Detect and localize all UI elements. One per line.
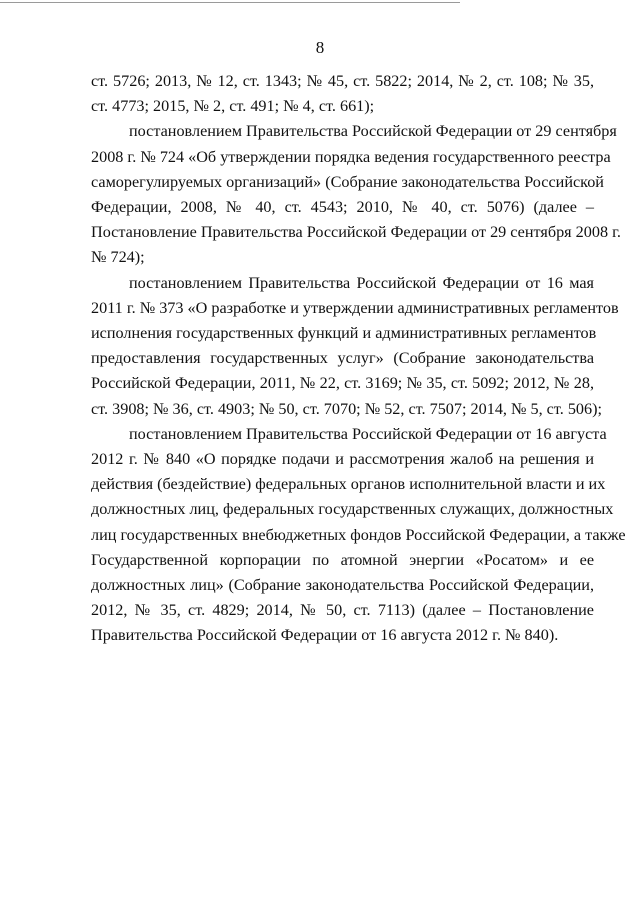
document-body: [91, 69, 626, 649]
text-line: 2012 г. № 840 «О порядке подачи и рассмотрения жалоб на решения и: [91, 450, 594, 469]
text-line: лиц государственных внебюджетных фондов Российской Федерации, а также: [91, 525, 626, 544]
paragraph-4: [91, 422, 626, 649]
text-line: Федерации, 2008, № 40, ст. 4543; 2010, № 40, ст. 5076) (далее –: [91, 198, 594, 217]
text-line: исполнения государственных функций и административных регламентов: [91, 324, 597, 343]
text-line: предоставления государственных услуг» (Собрание законодательства: [91, 349, 594, 368]
text-line: Правительства Российской Федерации от 16 августа 2012 г. № 840).: [91, 626, 559, 645]
text-line: постановлением Правительства Российской Федерации от 16 августа: [129, 424, 607, 443]
text-line: 2008 г. № 724 «Об утверждении порядка ведения государственного реестра: [91, 147, 611, 166]
text-line: ст. 4773; 2015, № 2, ст. 491; № 4, ст. 661);: [91, 97, 375, 116]
paragraph-2: [91, 119, 621, 270]
text-line: Российской Федерации, 2011, № 22, ст. 3169; № 35, ст. 5092; 2012, № 28,: [91, 374, 594, 393]
text-line: ст. 5726; 2013, № 12, ст. 1343; № 45, ст. 5822; 2014, № 2, ст. 108; № 35,: [91, 72, 594, 90]
text-line: № 724);: [91, 248, 145, 267]
text-line: должностных лиц, федеральных государственных служащих, должностных: [91, 500, 614, 519]
text-line: действия (бездействие) федеральных органов исполнительной власти и их: [91, 475, 606, 494]
text-line: Постановление Правительства Российской Федерации от 29 сентября 2008 г.: [91, 223, 621, 242]
top-rule: [0, 2, 460, 3]
text-line: 2012, № 35, ст. 4829; 2014, № 50, ст. 7113) (далее – Постановление: [91, 601, 594, 620]
text-line: постановлением Правительства Российской Федерации от 29 сентября: [129, 122, 617, 141]
text-line: саморегулируемых организаций» (Собрание законодательства Российской: [91, 172, 604, 191]
text-line: 2011 г. № 373 «О разработке и утверждении административных регламентов: [91, 298, 619, 317]
paragraph-3: [91, 271, 619, 422]
paragraph-1: [91, 69, 594, 119]
text-line: Государственной корпорации по атомной энергии «Росатом» и ее: [91, 550, 594, 569]
page-number: 8: [315, 38, 325, 57]
text-line: должностных лиц» (Собрание законодательства Российской Федерации,: [91, 576, 594, 595]
text-line: ст. 3908; № 36, ст. 4903; № 50, ст. 7070; № 52, ст. 7507; 2014, № 5, ст. 506);: [91, 399, 602, 418]
text-line: постановлением Правительства Российской Федерации от 16 мая: [129, 273, 594, 292]
